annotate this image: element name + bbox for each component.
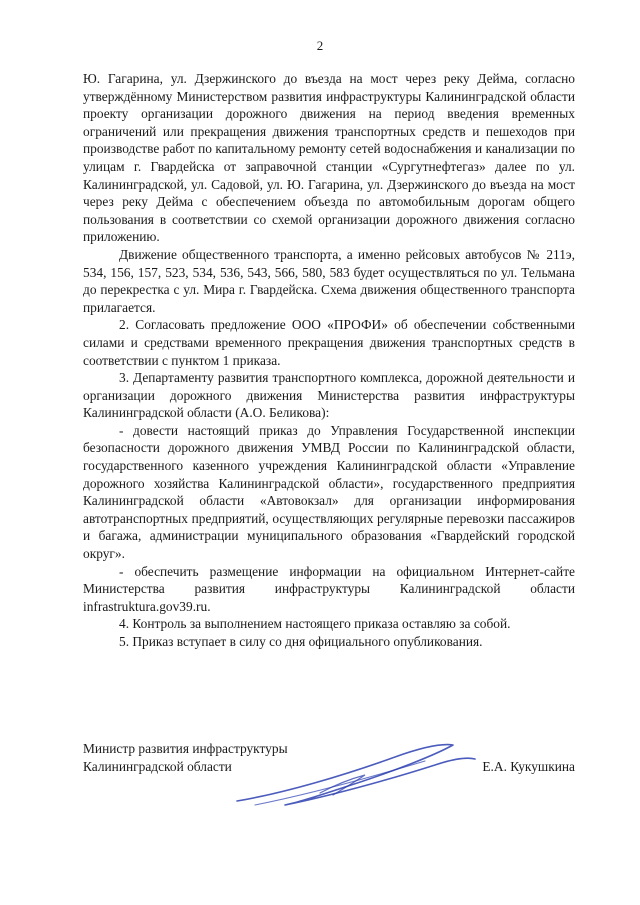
signatory-position-line-1: Министр развития инфраструктуры xyxy=(83,741,288,756)
paragraph-item-3-bullet-2: - обеспечить размещение информации на официальном Интернет-сайте Министерства развития инфраструктуры Калининградской области infrastruktura.gov39.ru. xyxy=(83,563,575,614)
paragraph-item-3: 3. Департаменту развития транспортного комплекса, дорожной деятельности и организации дорожного движения Министерства развития инфраструктуры Калининградской области (А.О. Беликова): xyxy=(83,370,575,421)
paragraph-item-2: 2. Согласовать предложение ООО «ПРОФИ» об обеспечении собственными силами и средствами временного прекращения движения транспортных средств в соответствии с пунктом 1 приказа. xyxy=(83,317,575,368)
paragraph-continuation: Ю. Гагарина, ул. Дзержинского до въезда на мост через реку Дейма, согласно утверждённому Министерством развития инфраструктуры Калининградской области проекту организации дорожного движения на период введения временных ограничений или прекращения движения транспортных средств и пешеходов при производстве работ по капитальному ремонту сетей водоснабжения и канализации по улицам г. Гвардейска от заправочной станции «Сургутнефтегаз» далее по ул. Калининградской, ул. Садовой, ул. Ю. Гагарина, ул. Дзержинского до въезда на мост через реку Дейма с обеспечением объезда по автомобильным дорогам общего пользования в соответствии со схемой организации дорожного движения согласно приложению. xyxy=(83,71,575,245)
page-number: 2 xyxy=(316,38,324,53)
signatory-position-line-2: Калининградской области xyxy=(83,758,232,774)
handwritten-signature xyxy=(225,735,485,815)
document-body xyxy=(83,70,575,651)
paragraph-item-4: 4. Контроль за выполнением настоящего приказа оставляю за собой. xyxy=(119,616,511,632)
paragraph-public-transport: Движение общественного транспорта, а именно рейсовых автобусов № 211э, 534, 156, 157, 523, 534, 536, 543, 566, 580, 583 будет осуществляться по ул. Тельмана до перекрестка с ул. Мира г. Гвардейска. Схема движения общественного транспорта прилагается. xyxy=(83,246,575,315)
signatory-name: Е.А. Кукушкина xyxy=(482,758,575,774)
paragraph-item-5: 5. Приказ вступает в силу со дня официального опубликования. xyxy=(119,634,483,649)
paragraph-item-3-bullet-1: - довести настоящий приказ до Управления Государственной инспекции безопасности дорожного движения УМВД России по Калининградской области, государственного казенного учреждения Калининградской области «Управление дорожного хозяйства Калининградской области», государственного предприятия Калининградской области «Автовокзал» для организации информирования автотранспортных предприятий, осуществляющих регулярные перевозки пассажиров и багажа, администрации муниципального образования «Гвардейский городской округ». xyxy=(83,422,575,562)
